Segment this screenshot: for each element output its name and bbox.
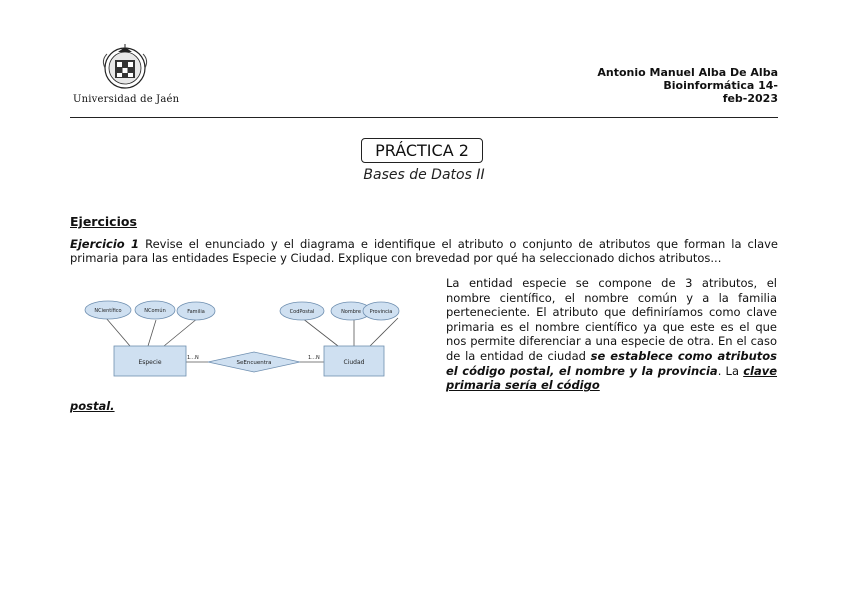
course-line: Bioinformática 14-: [663, 79, 778, 92]
svg-text:Nombre: Nombre: [341, 309, 361, 315]
entity-ciudad: [324, 346, 384, 376]
university-seal-logo: [96, 44, 154, 92]
attribute-codpostal: [280, 302, 324, 320]
svg-text:Ciudad: Ciudad: [343, 359, 365, 366]
author-name: Antonio Manuel Alba De Alba: [597, 66, 778, 79]
relationship-seencuentra: [208, 352, 300, 372]
entity-especie: [114, 346, 186, 376]
answer-text: La entidad especie se compone de 3 atributos, el nombre científico, el nombre común y a la familia perteneciente. El atributo que definiríamos como clave primaria es el nombre científico ya que este es el que nos permite diferenciar a una especie de otra. En el caso de la entidad de ciudad: [446, 276, 777, 363]
svg-text:Familia: Familia: [187, 309, 205, 315]
svg-text:SeEncuentra: SeEncuentra: [236, 360, 272, 366]
header-divider: [70, 117, 778, 118]
attribute-provincia: [363, 302, 399, 320]
svg-text:NComún: NComún: [144, 308, 166, 314]
attribute-familia: [177, 302, 215, 320]
svg-text:NCientífico: NCientífico: [94, 308, 122, 314]
author-block: [597, 66, 778, 105]
cardinality-left: 1...N: [187, 355, 199, 361]
answer-paragraph: [446, 276, 777, 393]
attribute-ncomun: [135, 301, 175, 319]
exercise-label: Ejercicio 1: [70, 237, 140, 251]
page-subtitle: Bases de Datos II: [363, 167, 485, 183]
date-line: feb-2023: [722, 92, 778, 105]
answer-tail: postal.: [70, 399, 115, 413]
svg-text:Provincia: Provincia: [369, 309, 393, 315]
answer-mid: . La: [717, 363, 744, 378]
page-title: PRÁCTICA 2: [361, 138, 483, 163]
er-diagram: [80, 290, 400, 382]
university-name: Universidad de Jaén: [73, 94, 180, 105]
exercise-statement: [70, 237, 778, 265]
exercise-text: Revise el enunciado y el diagrama e identifique el atributo o conjunto de atributos que forman la clave primaria para las entidades Especie y Ciudad. Explique con brevedad por qué ha seleccionado dichos atributos...: [70, 237, 778, 265]
section-heading: Ejercicios: [70, 214, 137, 229]
svg-text:Especie: Especie: [138, 359, 162, 366]
answer-bold-attributes: se establece como atributos el código postal, el nombre y la provincia: [446, 348, 778, 378]
svg-text:CodPostal: CodPostal: [289, 309, 315, 315]
cardinality-right: 1...N: [308, 355, 320, 361]
attribute-ncientifico: [85, 301, 131, 319]
answer-primary-key: clave primaria sería el código: [446, 363, 778, 393]
